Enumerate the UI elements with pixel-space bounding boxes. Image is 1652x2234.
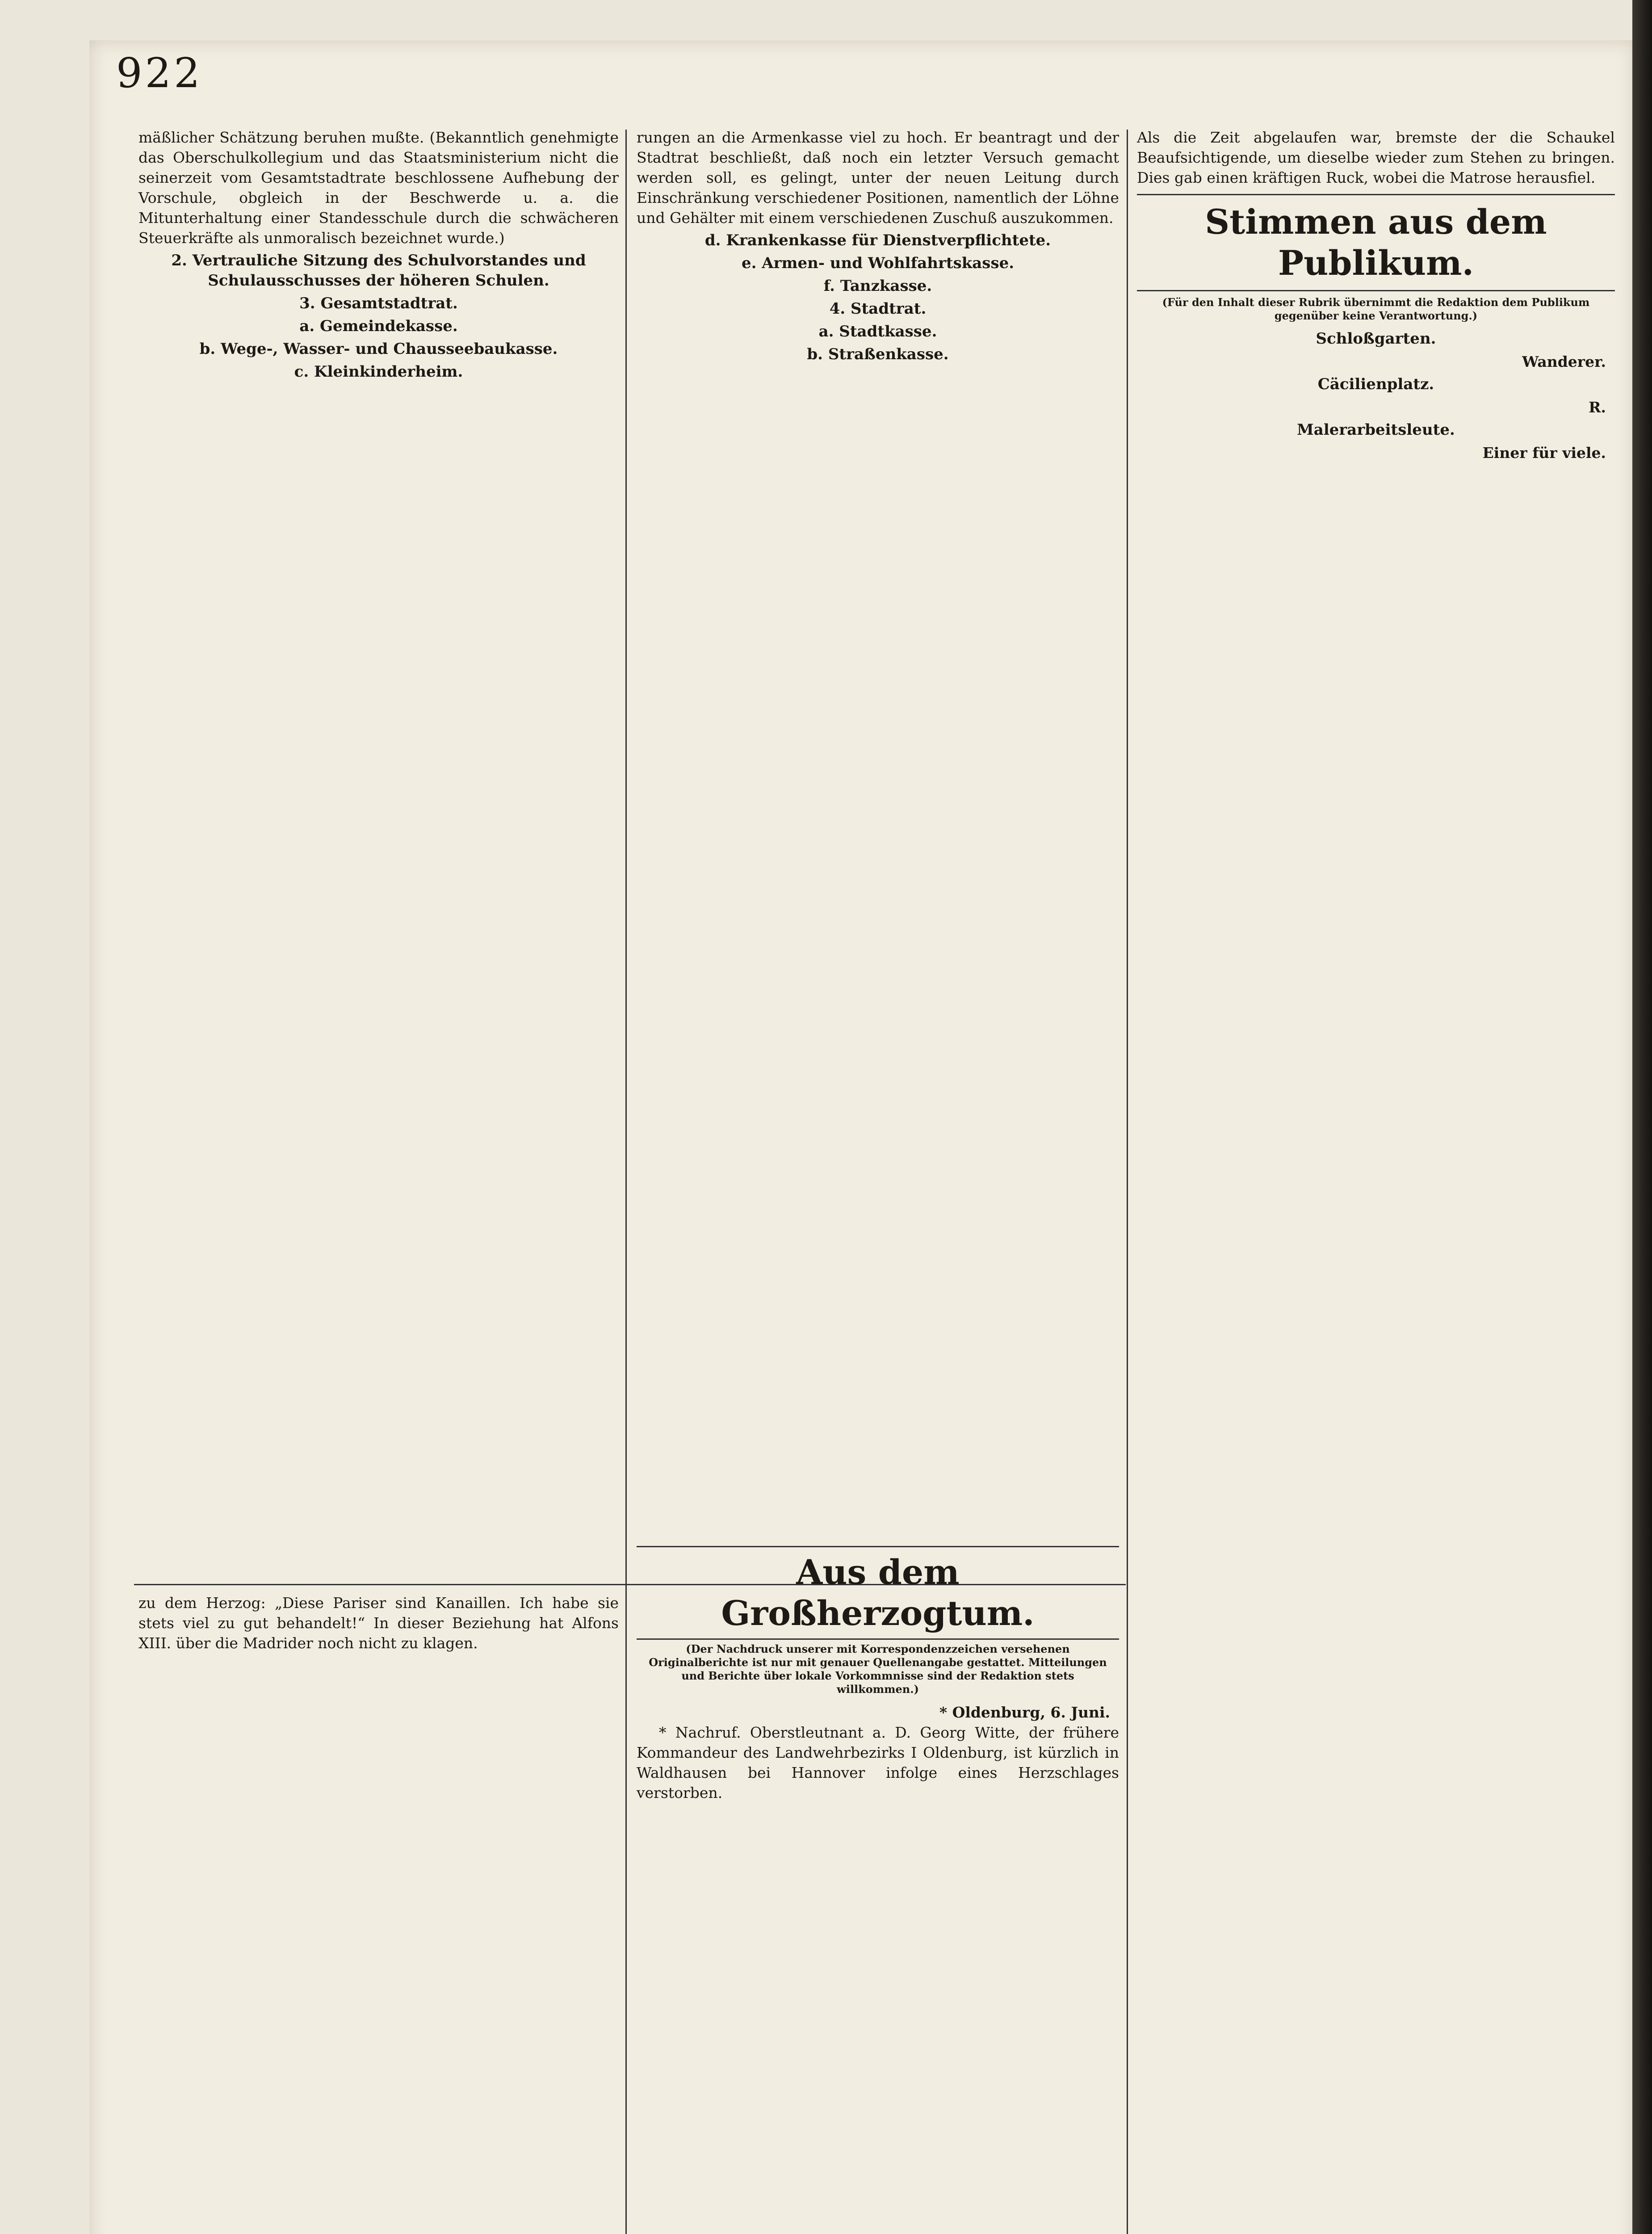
col3-heading-caecilienplatz: Cäcilienplatz. bbox=[1317, 375, 1434, 393]
grossherz-para-0: * Nachruf. Oberstleutnant a. D. Georg Witte, der frühere Kommandeur des Landwehrbezirks I Oldenburg, ist kürzlich in Waldhausen bei Hannover infolge eines Herzschlages verstorben. bbox=[637, 1724, 1119, 1801]
bottom1-para-0: zu dem Herzog: „Diese Pariser sind Kanaillen. Ich habe sie stets viel zu gut behandelt!“ In dieser Beziehung hat Alfons XIII. über die Madrider noch nicht zu klagen. bbox=[138, 1594, 619, 1652]
col1-heading-1: 2. Vertrauliche Sitzung des Schulvorstandes und Schulausschusses der höheren Schulen. bbox=[171, 252, 586, 290]
col3-heading-malerarbeitsleute: Malerarbeitsleute. bbox=[1297, 421, 1455, 439]
column-3 bbox=[1137, 127, 1615, 463]
col1-heading-4: b. Wege-, Wasser- und Chausseebaukasse. bbox=[199, 340, 558, 358]
stimmen-title: Stimmen aus dem Publikum. bbox=[1205, 202, 1547, 283]
col3-para-0: Als die Zeit abgelaufen war, bremste der die Schaukel Beaufsichtigende, um dieselbe wieder zum Stehen zu bringen. Dies gab einen kräftigen Ruck, wobei die Matrose herausfiel. bbox=[1137, 129, 1615, 186]
col1-heading-5: c. Kleinkinderheim. bbox=[294, 363, 463, 381]
dateline: * Oldenburg, 6. Juni. bbox=[939, 1704, 1110, 1721]
col1-heading-2: 3. Gesamtstadtrat. bbox=[299, 294, 458, 312]
stimmen-header-box bbox=[1137, 194, 1615, 291]
col3-heading-schlossgarten: Schloßgarten. bbox=[1316, 330, 1436, 348]
bottom-column-1 bbox=[138, 1593, 619, 1653]
column-1 bbox=[138, 127, 619, 385]
grossherzogtum-title: Aus dem Großherzogtum. bbox=[721, 1552, 1035, 1633]
column-rule-1 bbox=[625, 130, 627, 2234]
signature-wanderer: Wanderer. bbox=[1522, 353, 1606, 370]
col2-heading-1: d. Krankenkasse für Dienstverpflichtete. bbox=[704, 231, 1051, 249]
col2-heading-3: f. Tanzkasse. bbox=[823, 277, 932, 295]
col1-heading-3: a. Gemeindekasse. bbox=[299, 317, 458, 335]
signature-r: R. bbox=[1589, 399, 1606, 416]
page-edge-shadow bbox=[1632, 0, 1652, 2234]
col2-heading-5: a. Stadtkasse. bbox=[818, 323, 937, 340]
page-number: 922 bbox=[116, 49, 203, 97]
col1-para-0: mäßlicher Schätzung beruhen mußte. (Bekanntlich genehmigte das Oberschulkollegium und das Staatsministerium nicht die seinerzeit vom Gesamtstadtrate beschlossene Aufhebung der Vorschule, obgleich in der Beschwerde u. a. die Mitunterhaltung einer Standesschule durch die schwächeren Steuerkräfte als unmoralisch bezeichnet wurde.) bbox=[138, 129, 619, 247]
signature-einer-fuer-viele: Einer für viele. bbox=[1482, 444, 1606, 462]
col2-heading-2: e. Armen- und Wohlfahrtskasse. bbox=[741, 254, 1015, 272]
col2-heading-6: b. Straßenkasse. bbox=[807, 345, 949, 363]
grossherzogtum-note: (Der Nachdruck unserer mit Korrespondenzzeichen versehenen Originalberichte ist nur mit genauer Quellenangabe gestattet. Mitteilungen und Berichte über lokale Vorkommnisse sind der Redaktion stets willkommen.) bbox=[649, 1642, 1107, 1696]
col2-para-0: rungen an die Armenkasse viel zu hoch. Er beantragt und der Stadtrat beschließt, daß noch ein letzter Versuch gemacht werden soll, es gelingt, unter der neuen Leitung durch Einschränkung verschiedener Positionen, namentlich der Löhne und Gehälter mit einem verschiedenen Zuschuß auszukommen. bbox=[637, 129, 1119, 227]
col2-heading-4: 4. Stadtrat. bbox=[829, 300, 927, 318]
column-2 bbox=[637, 127, 1119, 367]
grossherzogtum-header-box bbox=[637, 1546, 1119, 1640]
grossherzogtum-section bbox=[637, 1546, 1119, 1803]
stimmen-note: (Für den Inhalt dieser Rubrik übernimmt die Redaktion dem Publikum gegenüber keine Verantwortung.) bbox=[1162, 296, 1590, 322]
column-rule-2 bbox=[1127, 130, 1128, 2234]
